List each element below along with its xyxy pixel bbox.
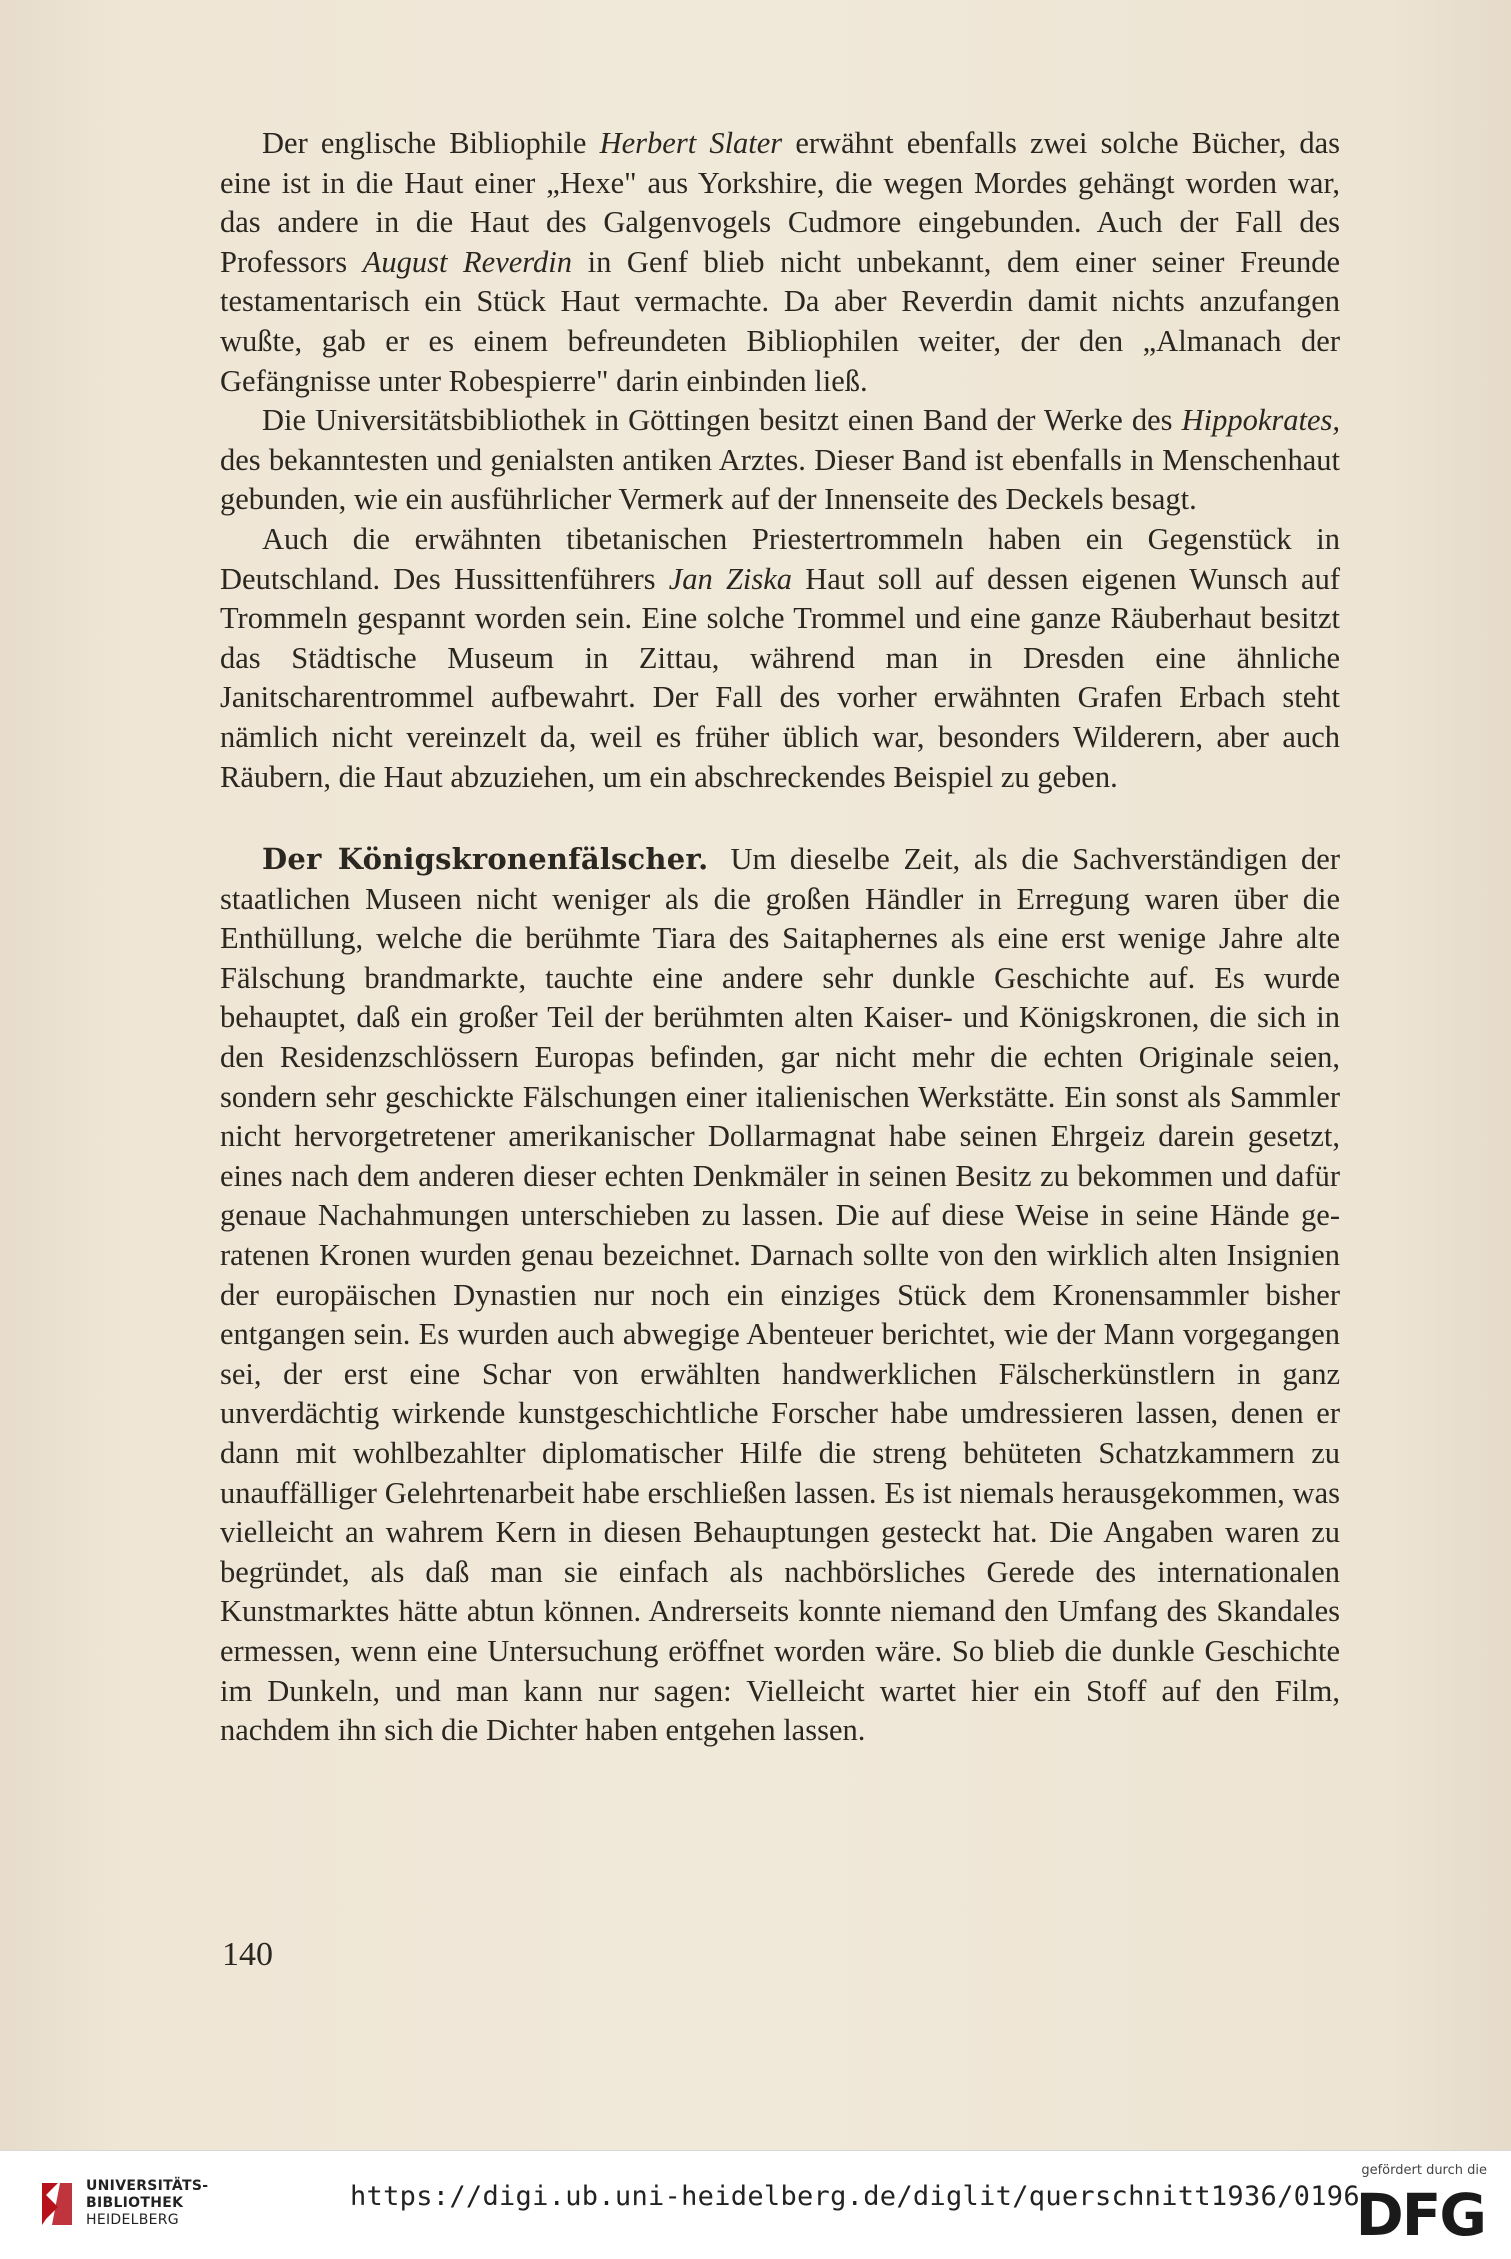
- emphasis: August Reverdin: [362, 244, 572, 279]
- library-name: UNIVERSITÄTS- BIBLIOTHEK HEIDELBERG: [86, 2178, 209, 2228]
- university-library-logo-icon: [38, 2181, 76, 2227]
- paragraph: Die Universitätsbibliothek in Göttingen besitzt einen Band der Werke des Hippokrates, des bekanntesten und genialsten antiken Arztes. Dieser Band ist ebenfalls in Menschenhaut gebunden, wie ein ausführlicher Vermerk auf der Innenseite des Deckels besagt.: [220, 403, 1341, 517]
- paragraph: Auch die erwähnten tibetanischen Priestertrommeln haben ein Gegenstück in Deutschland. Des Hussittenführers Jan Ziska Haut soll auf dessen eigenen Wunsch auf Trommeln gespannt worden sein. Eine solche Trommel und eine ganze Räuberhaut besitzt das Städtische Museum in Zittau, während man in Dresden eine ähnliche Janitscharentrommel aufbewahrt. Der Fall des vorher erwähnten Grafen Erbach steht nämlich nicht vereinzelt da, weil es früher üblich war, besonders Wilderern, aber auch Räubern, die Haut abzuziehen, um ein abschreckendes Beispiel zu geben.: [220, 521, 1340, 794]
- funding-caption: gefördert durch die: [1361, 2163, 1487, 2178]
- emphasis: Hippokrates,: [1181, 403, 1341, 438]
- page-number: 140: [222, 1936, 273, 1973]
- paragraph: Der englische Bibliophile Herbert Slater erwähnt ebenfalls zwei solche Bücher, das eine ist in die Haut einer „Hexe" aus Yorkshire, die wegen Mordes gehängt worden war, das andere in die Haut des Galgenvogels Cudmore eingebunden. Auch der Fall des Professors August Reverdin in Genf blieb nicht unbekannt, dem einer seiner Freunde testamentarisch ein Stück Haut vermachte. Da aber Reverdin damit nichts anzufangen wußte, gab er es einem befreundeten Bibliophilen weiter, der den „Almanach der Gefängnisse unter Robespierre" darin einbinden ließ.: [220, 126, 1341, 398]
- footer-bar: [0, 2150, 1511, 2259]
- dfg-logo: DFG: [1355, 2181, 1485, 2249]
- emphasis: Herbert Slater: [599, 126, 783, 160]
- paragraph: Der Königskronenfälscher. Um dieselbe Zeit, als die Sachverständigen der staatlichen Museen nicht weniger als die großen Händler in Erregung waren über die Enthüllung, welche die berühmte Tiara des Saitaphernes als eine erst wenige Jahre alte Fälschung brandmarkte, tauchte eine andere sehr dunkle Geschichte auf. Es wurde behauptet, daß ein großer Teil der berühmten alten Kaiser- und Königskronen, die sich in den Residenzschlössern Europas befinden, gar nicht mehr die echten Originale seien, sondern sehr geschickte Fälschungen einer italienischen Werkstätte. Ein sonst als Sammler nicht hervorgetretener amerikanischer Dollarmagnat habe seinen Ehrgeiz darein gesetzt, eines nach dem anderen dieser echten Denkmäler in seinen Besitz zu bekommen und dafür genaue Nachahmungen unterschieben zu lassen. Die auf diese Weise in seine Hände geratenen Kronen wurden genau bezeichnet. Darnach sollte von den wirklich alten Insignien der europäischen Dynastien nur noch ein einziges Stück dem Kronensammler bisher entgangen sein. Es wurden auch abwegige Abenteuer berichtet, wie der Mann vorgegangen sei, der erst eine Schar von erwählten handwerklichen Fälscherkünstlern in ganz unverdächtig wirkende kunstgeschichtliche Forscher habe umdressieren lassen, denen er dann mit wohlbezahlter diplomatischer Hilfe die streng behüteten Schatzkammern zu unauffälliger Gelehrtenarbeit habe erschließen lassen. Es ist niemals herausgekommen, was vielleicht an wahrem Kern in diesen Behauptungen gesteckt hat. Die Angaben waren zu begründet, als daß man sie einfach als nachbörsliches Gerede des internationalen Kunstmarktes hätte abtun können. Andrerseits konnte niemand den Umfang des Skandales ermessen, wenn eine Untersuchung eröffnet worden wäre. So blieb die dunkle Geschichte im Dunkeln, und man kann nur sagen: Vielleicht wartet hier ein Stoff auf den Film, nachdem ihn sich die Dichter haben entgehen lassen.: [220, 842, 1340, 1748]
- emphasis: Jan Ziska: [668, 561, 793, 596]
- source-url[interactable]: https://digi.ub.uni-heidelberg.de/diglit/querschnitt1936/0196: [350, 2181, 1360, 2212]
- body-text: [220, 124, 1340, 1751]
- section-heading: Der Königskronenfälscher.: [262, 842, 709, 877]
